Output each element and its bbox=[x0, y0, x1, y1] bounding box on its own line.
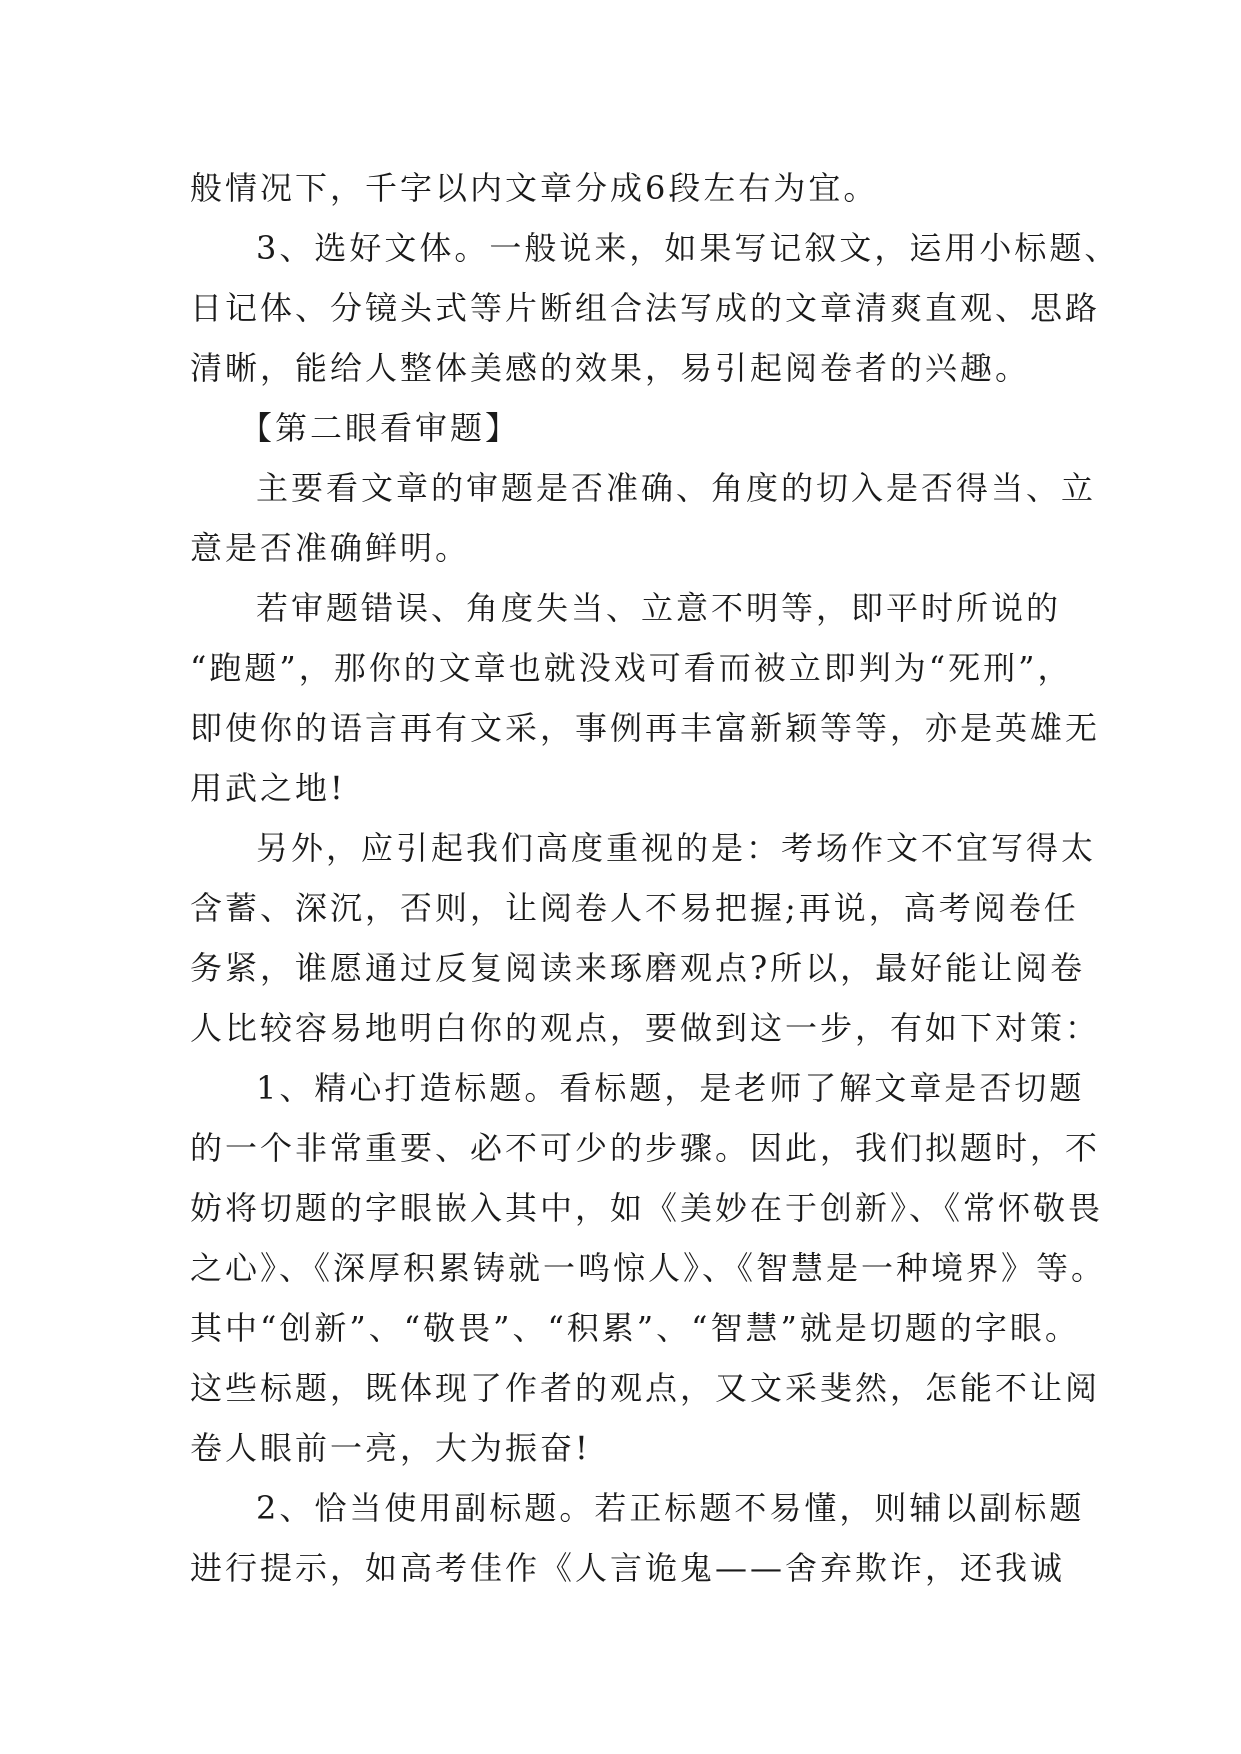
text-line: 人比较容易地明白你的观点，要做到这一步，有如下对策： bbox=[190, 1009, 1101, 1047]
text-line: 若审题错误、角度失当、立意不明等，即平时所说的 bbox=[256, 589, 1062, 627]
text-line: 般情况下，千字以内文章分成6段左右为宜。 bbox=[190, 169, 879, 207]
text-line: 2、恰当使用副标题。若正标题不易懂，则辅以副标题 bbox=[256, 1489, 1085, 1527]
text-line: 3、选好文体。一般说来，如果写记叙文，运用小标题、 bbox=[256, 229, 1120, 267]
text-line: 之心》、《深厚积累铸就一鸣惊人》、《智慧是一种境界》等。 bbox=[190, 1249, 1107, 1287]
text-line: 即使你的语言再有文采，事例再丰富新颖等等，亦是英雄无 bbox=[190, 709, 1101, 747]
text-line: 意是否准确鲜明。 bbox=[190, 529, 471, 567]
text-line: “跑题”，那你的文章也就没戏可看而被立即判为“死刑”， bbox=[190, 649, 1073, 687]
text-line: 用武之地! bbox=[190, 769, 346, 807]
text-line: 主要看文章的审题是否准确、角度的切入是否得当、立 bbox=[256, 469, 1097, 507]
section-heading: 【第二眼看审题】 bbox=[240, 409, 521, 447]
text-line: 另外，应引起我们高度重视的是：考场作文不宜写得太 bbox=[256, 829, 1097, 867]
text-line: 进行提示，如高考佳作《人言诡鬼——舍弃欺诈，还我诚 bbox=[190, 1549, 1066, 1587]
text-line: 含蓄、深沉，否则，让阅卷人不易把握;再说，高考阅卷任 bbox=[190, 889, 1079, 927]
text-line: 卷人眼前一亮，大为振奋! bbox=[190, 1429, 591, 1467]
text-line: 这些标题，既体现了作者的观点，又文采斐然，怎能不让阅 bbox=[190, 1369, 1101, 1407]
text-line: 的一个非常重要、必不可少的步骤。因此，我们拟题时，不 bbox=[190, 1129, 1101, 1167]
text-line: 清晰，能给人整体美感的效果，易引起阅卷者的兴趣。 bbox=[190, 349, 1031, 387]
text-line: 1、精心打造标题。看标题，是老师了解文章是否切题 bbox=[256, 1069, 1085, 1107]
text-line: 其中“创新”、“敬畏”、“积累”、“智慧”就是切题的字眼。 bbox=[190, 1309, 1080, 1347]
text-line: 日记体、分镜头式等片断组合法写成的文章清爽直观、思路 bbox=[190, 289, 1101, 327]
text-line: 妨将切题的字眼嵌入其中，如《美妙在于创新》、《常怀敬畏 bbox=[190, 1189, 1104, 1227]
body-text bbox=[190, 158, 1120, 1598]
text-line: 务紧，谁愿通过反复阅读来琢磨观点?所以，最好能让阅卷 bbox=[190, 949, 1086, 987]
